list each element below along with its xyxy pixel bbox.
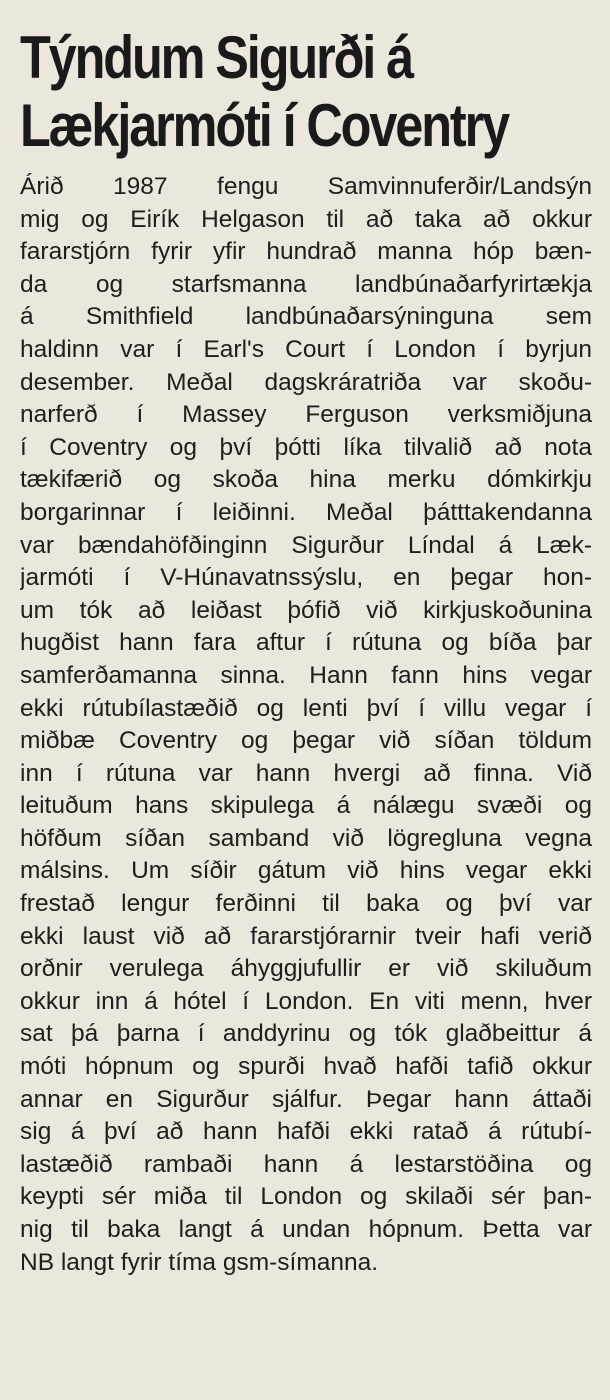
body-line: mig og Eirík Helgason til að taka að okkur <box>20 205 592 233</box>
body-line: inn í rútuna var hann hvergi að finna. Við <box>20 759 592 787</box>
body-line: frestað lengur ferðinni til baka og því var <box>20 890 592 918</box>
body-line: ekki laust við að fararstjórarnir tveir hafi verið <box>20 922 592 950</box>
body-line: sig á því að hann hafði ekki ratað á rútubí- <box>20 1118 592 1146</box>
body-line: á Smithfield landbúnaðarsýninguna sem <box>20 303 592 331</box>
body-line: orðnir verulega áhyggjufullir er við skiluðum <box>20 955 592 983</box>
body-line: narferð í Massey Ferguson verksmiðjuna <box>20 401 592 429</box>
body-line: okkur inn á hótel í London. En viti menn, hver <box>20 987 592 1015</box>
body-line: lastæðið rambaði hann á lestarstöðina og <box>20 1150 592 1178</box>
body-line: tækifærið og skoða hina merku dómkirkju <box>20 466 592 494</box>
body-line: fararstjórn fyrir yfir hundrað manna hóp bæn- <box>20 238 592 266</box>
body-line: desember. Meðal dagskráratriða var skoðu- <box>20 368 592 396</box>
body-line: leituðum hans skipulega á nálægu svæði og <box>20 792 592 820</box>
body-line: var bændahöfðinginn Sigurður Líndal á Læk- <box>20 531 592 559</box>
body-line: Árið 1987 fengu Samvinnuferðir/Landsýn <box>20 173 592 200</box>
body-line: keypti sér miða til London og skilaði sér þan- <box>20 1183 592 1211</box>
body-line: borgarinnar í leiðinni. Meðal þátttakendanna <box>20 498 592 526</box>
article-body <box>20 171 592 1279</box>
article-headline <box>20 24 509 160</box>
headline-line: Týndum Sigurði á <box>20 24 413 91</box>
body-line: nig til baka langt á undan hópnum. Þetta var <box>20 1216 592 1243</box>
body-line: da og starfsmanna landbúnaðarfyrirtækja <box>20 270 592 298</box>
body-line: í Coventry og því þótti líka tilvalið að nota <box>20 433 592 461</box>
body-line: annar en Sigurður sjálfur. Þegar hann áttaði <box>20 1085 592 1113</box>
headline-line: Lækjarmóti í Coventry <box>20 92 509 159</box>
body-line: miðbæ Coventry og þegar við síðan töldum <box>20 727 592 755</box>
body-line: haldinn var í Earl's Court í London í byrjun <box>20 335 592 363</box>
body-line: ekki rútubílastæðið og lenti því í villu vegar í <box>20 694 592 722</box>
body-line: móti hópnum og spurði hvað hafði tafið okkur <box>20 1053 592 1081</box>
body-line: sat þá þarna í anddyrinu og tók glaðbeittur á <box>20 1020 592 1048</box>
body-line: málsins. Um síðir gátum við hins vegar ekki <box>20 857 592 885</box>
body-line: um tók að leiðast þófið við kirkjuskoðunina <box>20 596 592 624</box>
article <box>20 24 592 1279</box>
body-line: jarmóti í V-Húnavatnssýslu, en þegar hon- <box>20 564 592 592</box>
body-line: NB langt fyrir tíma gsm-símanna. <box>20 1248 379 1276</box>
body-line: hugðist hann fara aftur í rútuna og bíða þar <box>20 629 592 657</box>
body-line: samferðamanna sinna. Hann fann hins vegar <box>20 661 592 689</box>
body-line: höfðum síðan samband við lögregluna vegna <box>20 824 592 852</box>
